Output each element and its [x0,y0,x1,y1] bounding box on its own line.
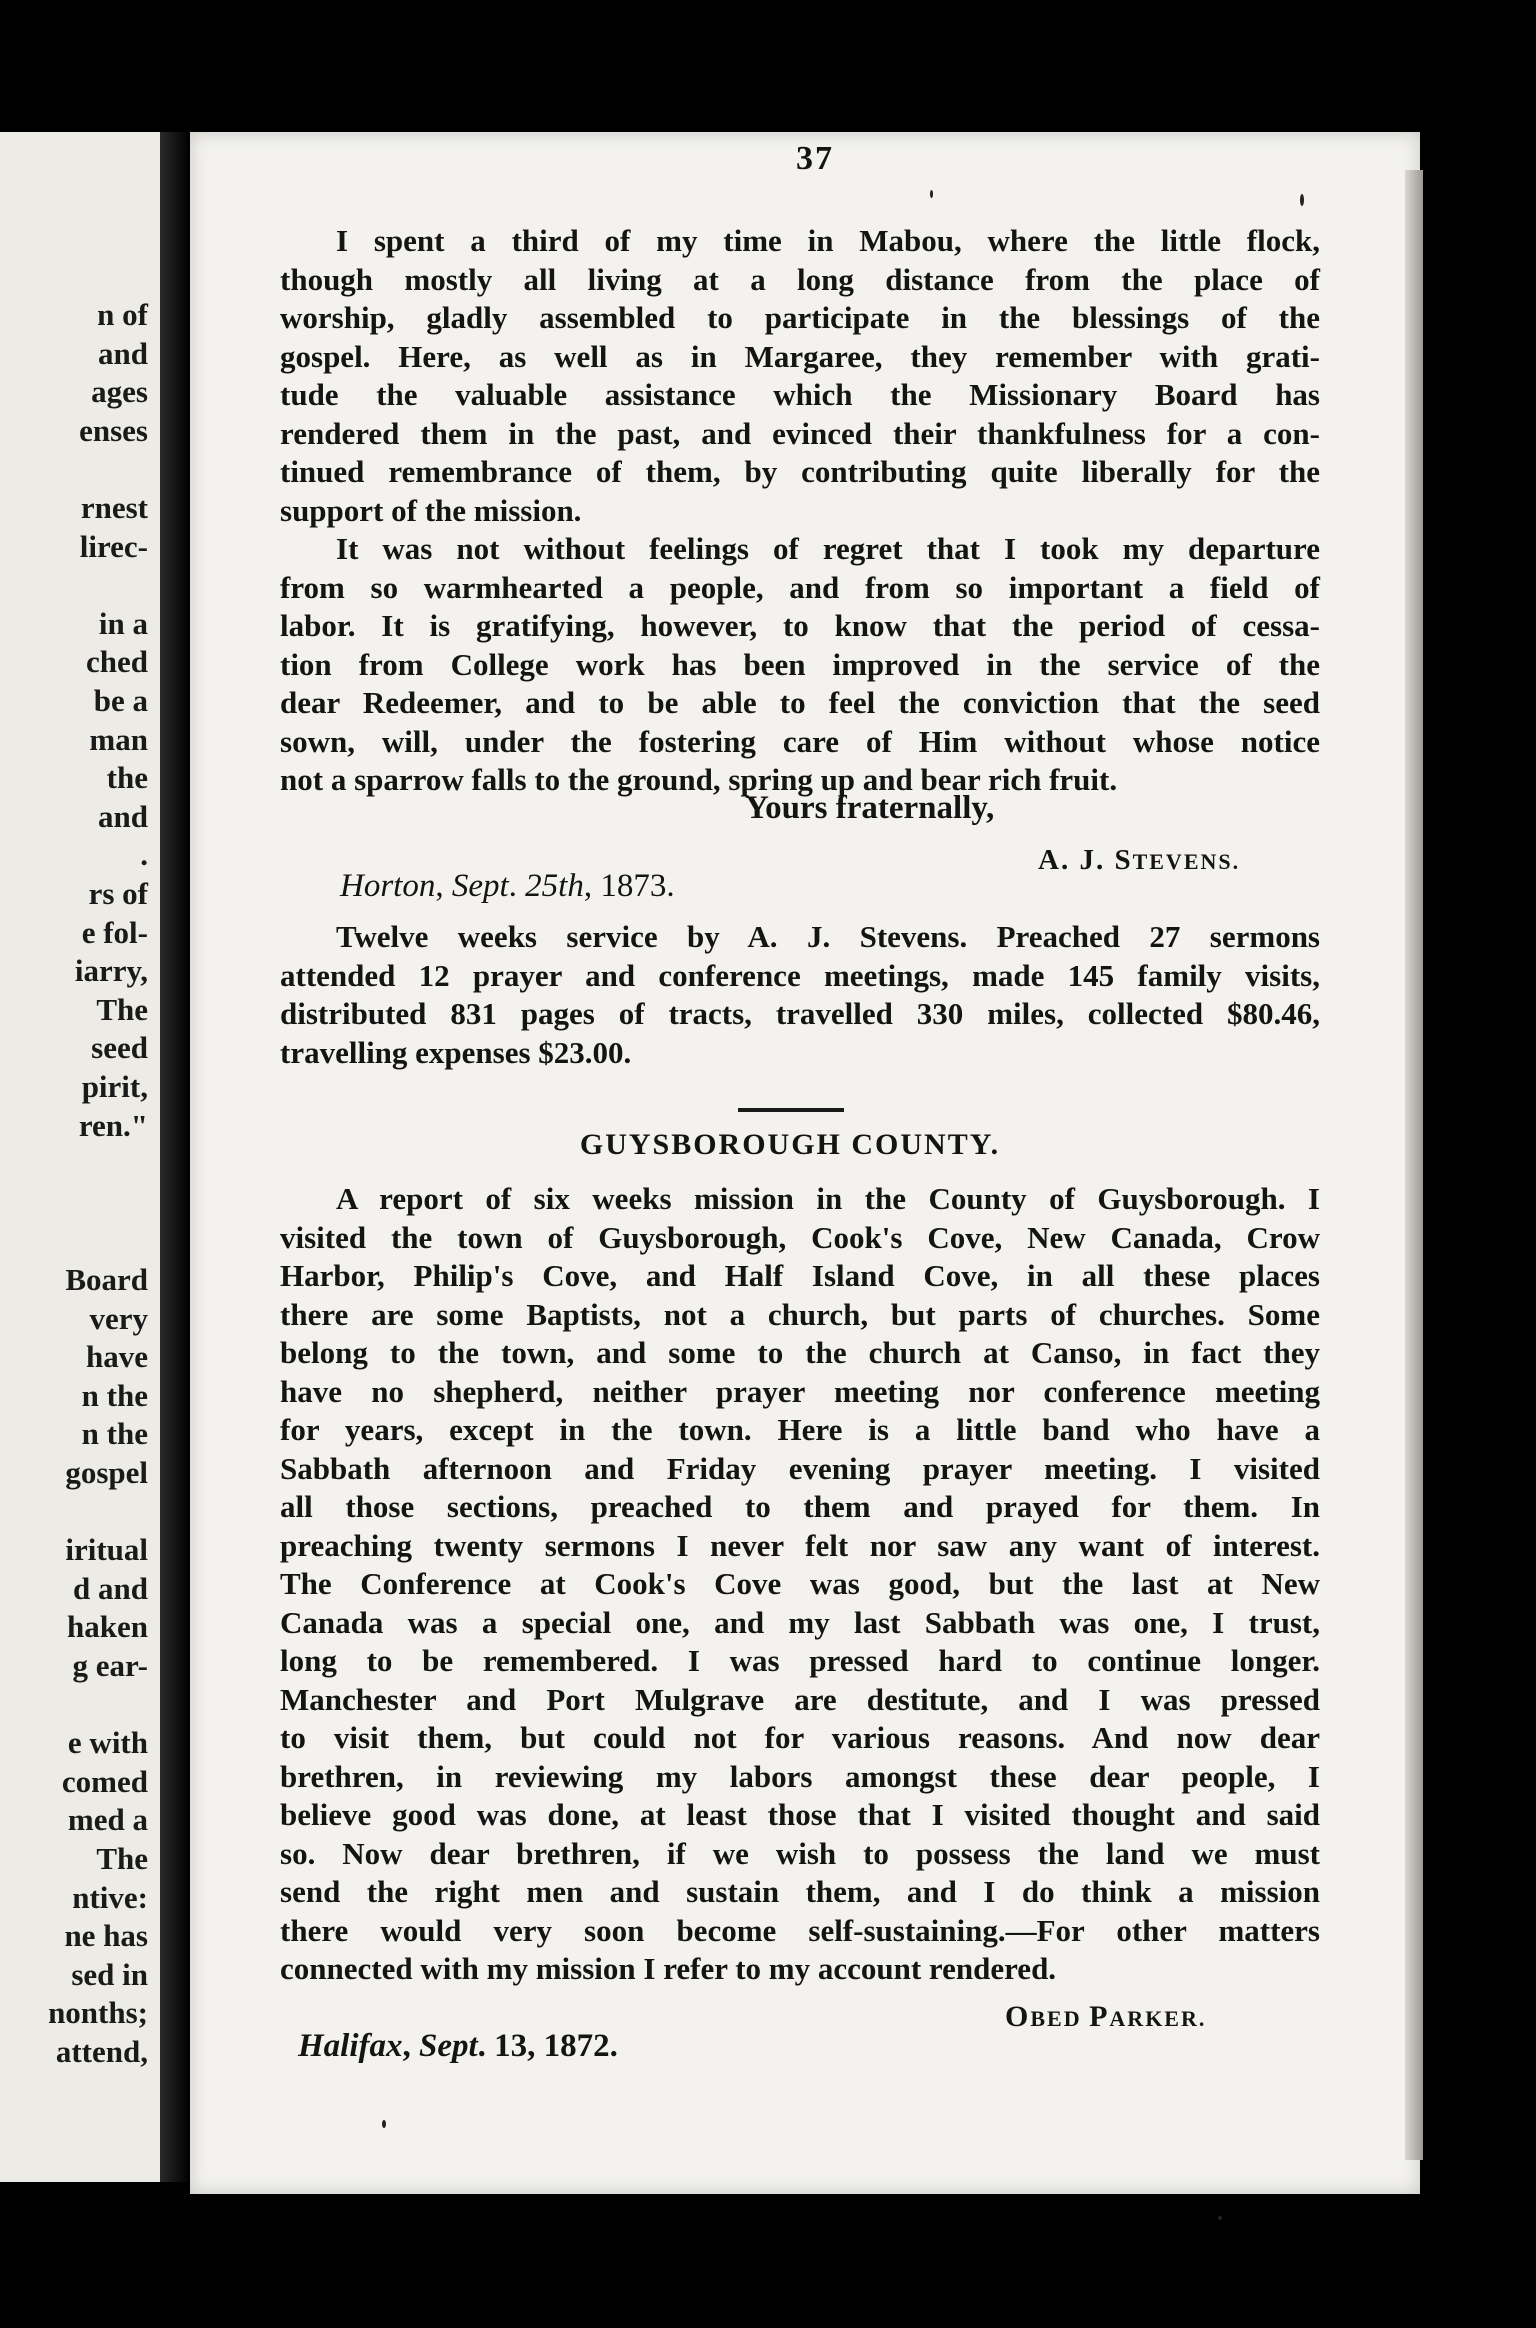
parker-date-month: Sept [419,2028,478,2064]
left-page-line: The [96,991,148,1027]
left-page-line: n the [81,1416,148,1452]
left-page-line: gospel [65,1455,148,1490]
left-page-line: and [98,335,148,371]
text-line: not a sparrow falls to the ground, spring up and bear rich fruit. [280,762,1118,797]
left-page-line: e fol- [81,914,148,950]
parker-date-place: Halifax [298,2028,403,2064]
text-line: preaching twenty sermons I never felt nor saw any want of interest. [280,1527,1320,1563]
text-line: It was not without feelings of regret that I took my departure [336,531,1320,566]
book-gutter [160,132,190,2182]
parker-surname-rest: ARKER. [1109,2006,1207,2031]
text-line: dear Redeemer, and to be able to feel the conviction that the seed [280,685,1320,720]
stevens-paragraph-1 [280,222,1320,530]
left-page-line: have [86,1339,148,1375]
parker-given-name-rest: BED [1030,2006,1090,2031]
date-day: 25th [525,868,584,904]
date-year: 1873. [600,868,675,904]
text-line: support of the mission. [280,492,582,528]
left-page-line: . [140,837,148,873]
left-page-line: n the [81,1377,148,1413]
scan-speck [1300,194,1304,206]
text-line: tion from College work has been improved in the service of the [280,646,1320,682]
stevens-signature [1038,844,1240,877]
text-line: send the right men and sustain them, and I do think a mission [280,1874,1320,1909]
left-page-line: ne has [64,1918,148,1954]
date-place: Horton [340,868,436,904]
left-page-line: rnest [80,490,148,525]
left-page-line: n of [97,297,148,332]
text-line: attended 12 prayer and conference meetings, made 145 family visits, [280,957,1320,993]
text-line: rendered them in the past, and evinced their thankfulness for a con- [280,415,1320,451]
text-line: Manchester and Port Mulgrave are destitute, and I was pressed [280,1681,1320,1717]
text-line: Canada was a special one, and my last Sabbath was one, I trust, [280,1604,1320,1640]
left-page-line: very [89,1300,148,1336]
text-line: tinued remembrance of them, by contributing quite liberally for the [280,454,1320,489]
left-page-line: and [98,798,148,834]
text-line: distributed 831 pages of tracts, travelled 330 miles, collected $80.46, [280,996,1320,1031]
page-number: 37 [796,140,834,177]
parker-initial: O [1005,2000,1031,2033]
text-line: there would very soon become self-sustaining.—For other matters [280,1912,1320,1948]
left-page-line: med a [67,1802,148,1838]
left-page-line: ched [86,644,148,680]
stevens-service-summary [280,918,1320,1072]
left-page-line: rs of [88,876,148,911]
left-page-line: the [106,760,148,796]
signature-initials: A. J. S [1038,844,1133,876]
left-page-line: attend, [55,2034,148,2069]
text-line: long to be remembered. I was pressed hard to continue longer. [280,1643,1320,1678]
left-page-line: comed [61,1763,148,1799]
text-line: believe good was done, at least those that I visited thought and said [280,1797,1320,1832]
date-month: Sept [451,868,509,904]
left-page-line: enses [79,412,148,448]
text-line: Sabbath afternoon and Friday evening prayer meeting. I visited [280,1450,1320,1486]
signature-surname: TEVENS. [1132,849,1241,874]
section-divider [738,1108,844,1112]
text-line: Twelve weeks service by A. J. Stevens. Preached 27 sermons [336,919,1320,954]
parker-date-rest: 13, 1872. [494,2028,618,2064]
stevens-paragraph-2 [280,530,1320,800]
text-line: gospel. Here, as well as in Margaree, they remember with grati- [280,338,1320,374]
left-page-line: ren." [78,1107,148,1143]
text-line: there are some Baptists, not a church, but parts of churches. Some [280,1296,1320,1332]
left-page-line: iritual [65,1532,148,1568]
scan-speck [930,190,933,198]
text-line: from so warmhearted a people, and from so important a field of [280,569,1320,605]
left-page-line: lirec- [79,528,148,564]
text-line: all those sections, preached to them and prayed for them. In [280,1489,1320,1524]
text-line: I spent a third of my time in Mabou, where the little flock, [336,223,1320,258]
text-line: A report of six weeks mission in the County of Guysborough. I [336,1181,1320,1216]
left-page-line: be a [93,683,148,718]
page-edge [1405,170,1423,2160]
text-line: Harbor, Philip's Cove, and Half Island Cove, in all these places [280,1258,1320,1293]
left-page-line: haken [67,1609,148,1645]
left-page-line: The [96,1841,148,1876]
parker-surname-initial: P [1089,2000,1110,2033]
text-line: have no shepherd, neither prayer meeting nor conference meeting [280,1373,1320,1409]
left-page-line: pirit, [81,1069,148,1104]
left-page-line: iarry, [74,953,148,989]
text-line: belong to the town, and some to the church at Canso, in fact they [280,1335,1320,1370]
letter-closing: Yours fraternally, [745,790,995,826]
left-page-line: e with [67,1725,148,1761]
section-heading: GUYSBOROUGH COUNTY. [579,1128,1001,1161]
text-line: travelling expenses $23.00. [280,1034,632,1070]
left-page-line: in a [98,605,148,641]
left-page-line: seed [91,1030,148,1066]
text-line: connected with my mission I refer to my account rendered. [280,1951,1057,1986]
parker-signature [1005,2000,1206,2034]
text-line: visited the town of Guysborough, Cook's Cove, New Canada, Crow [280,1219,1320,1255]
left-page-line: nonths; [48,1995,148,2031]
text-line: tude the valuable assistance which the Missionary Board has [280,377,1320,412]
left-page-line: d and [73,1570,148,1606]
left-page-line: sed in [71,1956,148,1992]
text-line: worship, gladly assembled to participate in the blessings of the [280,300,1320,335]
text-line: brethren, in reviewing my labors amongst these dear people, I [280,1758,1320,1794]
text-line: to visit them, but could not for various reasons. And now dear [280,1720,1320,1755]
text-line: for years, except in the town. Here is a little band who have a [280,1412,1320,1447]
left-page-fragment [0,132,160,2182]
left-page-line: man [89,721,148,757]
text-line: so. Now dear brethren, if we wish to possess the land we must [280,1835,1320,1871]
parker-dateline: Halifax, Sept. 13, 1872. [298,2028,618,2064]
text-line: though mostly all living at a long distance from the place of [280,261,1320,297]
guysborough-report [280,1180,1320,1989]
scan-speck [382,2120,386,2128]
text-line: The Conference at Cook's Cove was good, but the last at New [280,1566,1320,1601]
left-page-line: ages [91,374,148,410]
left-page-line: ntive: [72,1879,148,1915]
left-page-line: g ear- [72,1648,148,1683]
scan-speck [1218,2216,1222,2220]
text-line: labor. It is gratifying, however, to know that the period of cessa- [280,608,1320,643]
stevens-dateline: Horton, Sept. 25th, 1873. [340,868,675,904]
left-page-line: Board [65,1262,148,1297]
text-line: sown, will, under the fostering care of Him without whose notice [280,723,1320,759]
